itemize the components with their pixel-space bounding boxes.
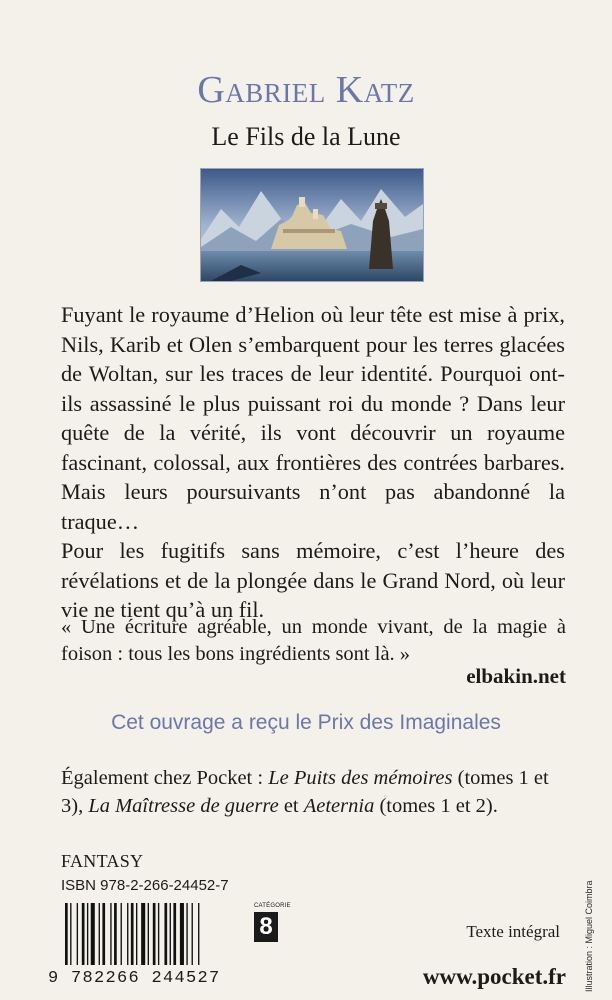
review-quote: « Une écriture agréable, un monde vivant, de la magie à foison : tous les bons ingrédients sont là. » bbox=[61, 616, 566, 665]
review-source: elbakin.net bbox=[466, 664, 566, 688]
also-book-1: Le Puits des mémoires bbox=[268, 767, 453, 789]
barcode-digits: 9 782266 244527 bbox=[48, 969, 221, 988]
also-intro: Également chez Pocket : bbox=[61, 767, 269, 789]
also-available bbox=[61, 764, 566, 820]
category-badge bbox=[254, 903, 291, 942]
category-label: CATÉGORIE bbox=[254, 903, 291, 909]
also-book-2: La Maîtresse de guerre bbox=[88, 795, 279, 817]
edition-note: Texte intégral bbox=[466, 922, 560, 941]
also-joiner: et bbox=[278, 795, 304, 817]
publisher-website: www.pocket.fr bbox=[422, 964, 566, 989]
book-title: Le Fils de la Lune bbox=[211, 122, 401, 151]
summary-paragraph: Pour les fugitifs sans mémoire, c’est l’heure des révélations et de la plongée dans le Grand Nord, où leur vie ne tient qu’à un fil. bbox=[61, 538, 565, 622]
also-book-1-note: (tomes 1 et 3), bbox=[61, 767, 549, 817]
summary-paragraph: Fuyant le royaume d’Helion où leur tête est mise à prix, Nils, Karib et Olen s’embarquent pour les terres glacées de Woltan, sur les traces de leur identité. Pourquoi ont-ils assassiné le plus puissant roi du monde ? Dans leur quête de la vérité, ils vont découvrir un royaume fascinant, colossal, aux frontières des contrées barbares. Mais leurs poursuivants n’ont pas abandonné la traque… bbox=[61, 302, 565, 534]
barcode bbox=[61, 903, 248, 978]
category-number: 8 bbox=[254, 912, 278, 942]
genre-label: FANTASY bbox=[61, 851, 144, 871]
award-notice: Cet ouvrage a reçu le Prix des Imaginales bbox=[111, 711, 501, 734]
illustration-credit: Illustration : Miguel Coimbra bbox=[584, 880, 594, 992]
isbn: ISBN 978-2-266-24452-7 bbox=[61, 877, 229, 894]
author-name: Gabriel Katz bbox=[197, 69, 415, 111]
also-book-3-note: (tomes 1 et 2). bbox=[374, 795, 498, 817]
also-book-3: Aeternia bbox=[303, 795, 375, 817]
cover-illustration bbox=[200, 168, 424, 282]
summary-text bbox=[61, 300, 565, 625]
